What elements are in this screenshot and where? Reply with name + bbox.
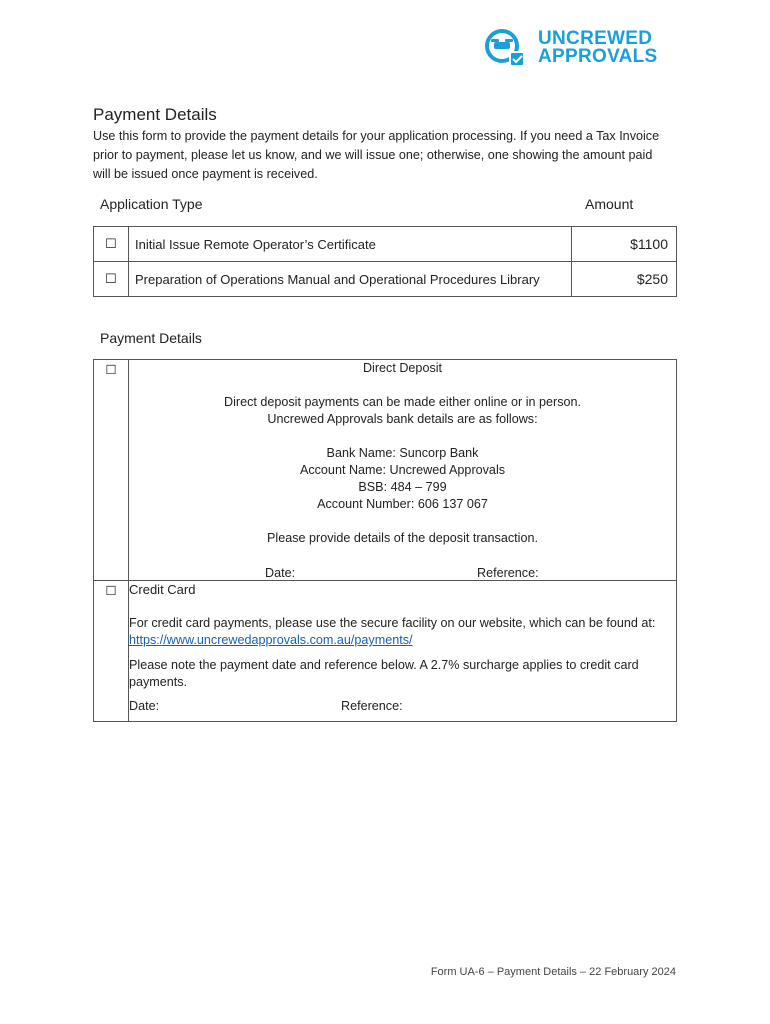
payment-table: [93, 359, 677, 722]
direct-deposit-title: Direct Deposit: [362, 361, 443, 375]
account-number: Account Number: 606 137 067: [317, 497, 488, 511]
card-reference-label: Reference:: [341, 699, 403, 713]
direct-deposit-line-2: Uncrewed Approvals bank details are as follows:: [267, 412, 538, 426]
amount-header: Amount: [585, 196, 634, 212]
payments-link[interactable]: https://www.uncrewedapprovals.com.au/payments/: [129, 633, 413, 647]
deposit-date-label: Date:: [265, 566, 296, 580]
table-row: [94, 262, 677, 297]
direct-deposit-cell: [129, 360, 677, 581]
card-date-label: Date:: [129, 699, 160, 713]
table-row: [94, 581, 677, 722]
checkbox-operations-manual[interactable]: ☐: [94, 262, 129, 297]
bank-name: Bank Name: Suncorp Bank: [326, 446, 479, 460]
brand-line-1: UNCREWED: [538, 28, 653, 49]
application-item-amount: $250: [572, 262, 677, 297]
direct-deposit-line-1: Direct deposit payments can be made either online or in person.: [223, 395, 582, 409]
credit-card-instruction: [129, 615, 676, 649]
credit-card-fields: [129, 698, 676, 715]
application-type-header: Application Type: [100, 196, 203, 212]
application-item-label: Preparation of Operations Manual and Operational Procedures Library: [129, 262, 572, 297]
page-title: Payment Details: [93, 105, 217, 124]
drone-logo-icon: [484, 28, 526, 68]
deposit-reference-label: Reference:: [477, 566, 539, 580]
bsb: BSB: 484 – 799: [358, 480, 447, 494]
brand-line-2: APPROVALS: [538, 46, 658, 67]
table-row: [94, 360, 677, 581]
footer-text: Form UA-6 – Payment Details – 22 February 2024: [430, 966, 676, 978]
deposit-instruction: Please provide details of the deposit transaction.: [267, 531, 538, 545]
credit-card-cell: [129, 581, 677, 722]
credit-card-line-1: For credit card payments, please use the secure facility on our website, which can be found at:: [129, 616, 656, 630]
intro-text: Use this form to provide the payment details for your application processing. If you need a Tax Invoice prior to payment, please let us know, and we will issue one; otherwise, one showing the amount paid will be issued once payment is received.: [93, 129, 660, 181]
checkbox-remote-operator-certificate[interactable]: ☐: [94, 227, 129, 262]
brand-name: [538, 30, 658, 66]
company-logo: [484, 28, 674, 68]
checkbox-direct-deposit[interactable]: ☐: [94, 360, 129, 581]
payment-details-header: Payment Details: [100, 330, 202, 346]
surcharge-note: Please note the payment date and reference below. A 2.7% surcharge applies to credit card payments.: [129, 658, 639, 689]
checkbox-credit-card[interactable]: ☐: [94, 581, 129, 722]
application-table: [93, 226, 677, 297]
table-row: [94, 227, 677, 262]
account-name: Account Name: Uncrewed Approvals: [299, 463, 506, 477]
application-item-label: Initial Issue Remote Operator’s Certificate: [129, 227, 572, 262]
credit-card-title: Credit Card: [129, 582, 196, 597]
application-item-amount: $1100: [572, 227, 677, 262]
